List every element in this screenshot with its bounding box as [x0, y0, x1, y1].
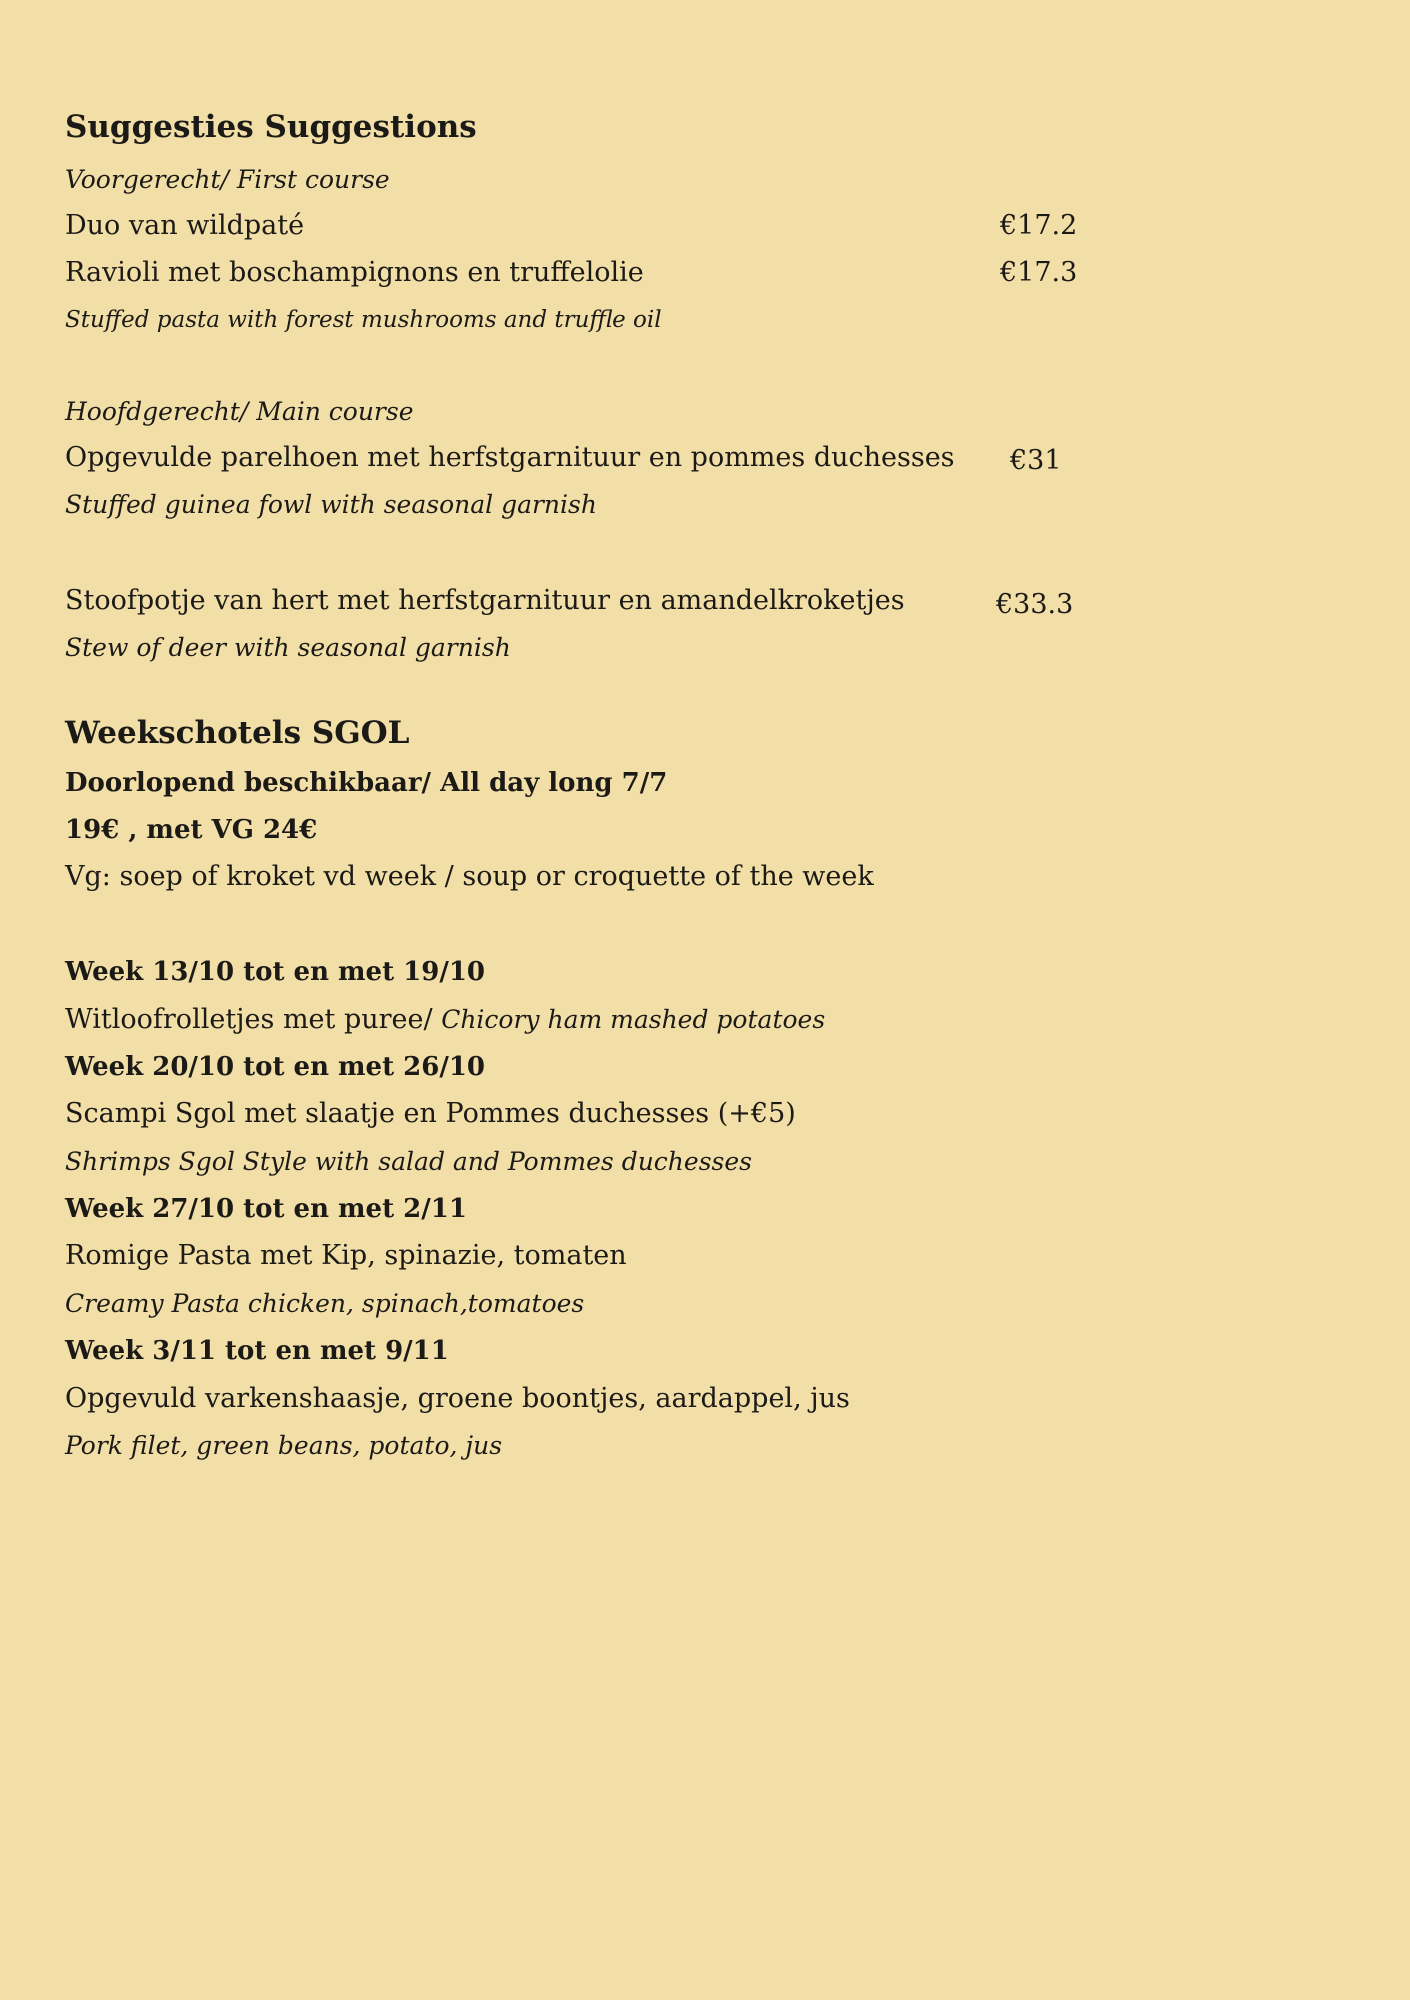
- week-label: Week 20/10 tot en met 26/10: [65, 1052, 486, 1082]
- first-course-label: Voorgerecht/ First course: [65, 165, 390, 194]
- week-dish: [65, 1003, 825, 1037]
- week-label: Week 27/10 tot en met 2/11: [65, 1194, 467, 1224]
- dish-name: Ravioli met boschampignons en truffelolie: [65, 257, 644, 288]
- week-dish-nl: Scampi Sgol met slaatje en Pommes duchesses (+€5): [65, 1098, 796, 1129]
- dish-description: Stuffed guinea fowl with seasonal garnish: [65, 490, 597, 519]
- weekly-title: Weekschotels SGOL: [65, 715, 410, 751]
- dish-price: €17.2: [1000, 210, 1078, 241]
- dish-name: Duo van wildpaté: [65, 210, 305, 241]
- main-course-label: Hoofdgerecht/ Main course: [65, 397, 414, 426]
- week-dish-en: Shrimps Sgol Style with salad and Pommes duchesses: [65, 1147, 752, 1176]
- availability: Doorlopend beschikbaar/ All day long 7/7: [65, 768, 668, 798]
- pricing: 19€ , met VG 24€: [65, 815, 318, 845]
- week-label: Week 13/10 tot en met 19/10: [65, 957, 486, 987]
- dish-price: €33.3: [996, 589, 1074, 620]
- week-label: Week 3/11 tot en met 9/11: [65, 1336, 449, 1366]
- week-dish-en: Creamy Pasta chicken, spinach,tomatoes: [65, 1289, 585, 1318]
- week-dish-en: Pork filet, green beans, potato, jus: [65, 1431, 503, 1460]
- dish-name: Stoofpotje van hert met herfstgarnituur en amandelkroketjes: [65, 585, 905, 616]
- dish-price: €31: [1010, 445, 1062, 476]
- dish-description: Stuffed pasta with forest mushrooms and truffle oil: [65, 307, 662, 333]
- dish-name: Opgevulde parelhoen met herfstgarnituur en pommes duchesses: [65, 442, 955, 473]
- dish-description: Stew of deer with seasonal garnish: [65, 633, 511, 662]
- suggestions-title: Suggesties Suggestions: [65, 109, 477, 145]
- week-dish-en: Chicory ham mashed potatoes: [441, 1005, 826, 1034]
- week-dish-nl: Witloofrolletjes met puree/: [65, 1004, 442, 1035]
- week-dish-nl: Romige Pasta met Kip, spinazie, tomaten: [65, 1240, 627, 1271]
- week-dish-nl: Opgevuld varkenshaasje, groene boontjes, aardappel, jus: [65, 1383, 850, 1414]
- starter-note: Vg: soep of kroket vd week / soup or croquette of the week: [65, 861, 874, 892]
- dish-price: €17.3: [1000, 257, 1078, 288]
